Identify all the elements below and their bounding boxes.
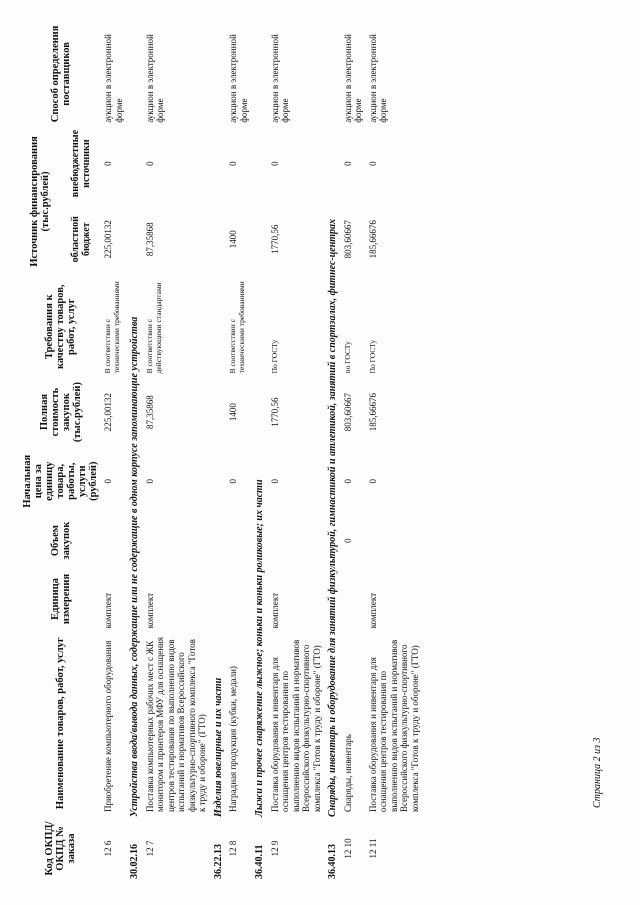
row-quality: по ГОСТу xyxy=(342,341,352,374)
row-total: 1770,56 xyxy=(269,397,280,427)
header-volume: Объем закупок xyxy=(49,521,72,560)
row-funding-extra: 0 xyxy=(144,161,155,166)
section-row xyxy=(126,22,143,882)
header-unit-price: Начальная цена за единицу товара, работы, услуги (рублей) xyxy=(22,454,99,508)
row-code: 12 11 xyxy=(367,838,378,859)
table-row xyxy=(366,22,423,882)
row-code: 12 7 xyxy=(144,840,155,857)
header-name: Наименование товаров, работ, услуг xyxy=(55,637,66,810)
row-funding-regional: 803,60667 xyxy=(342,220,353,259)
row-funding-extra: 0 xyxy=(269,161,280,166)
row-code: 12 8 xyxy=(228,840,238,857)
section-title xyxy=(210,22,227,882)
row-unit xyxy=(226,567,251,632)
row-method: аукцион в электронной форме xyxy=(103,34,124,123)
row-code: 12 9 xyxy=(269,840,280,857)
row-unit: комплект xyxy=(269,592,280,629)
row-total: 225,00132 xyxy=(103,392,113,432)
header-funding-regional: областной бюджет xyxy=(69,216,92,263)
section-title-text: Лыжи и прочее снаряжение лыжное; коньки и коньки роликовые; их части xyxy=(254,479,265,817)
row-funding-regional: 87,35868 xyxy=(144,222,155,257)
section-row xyxy=(251,22,268,882)
rotated-table-container xyxy=(20,12,620,892)
row-funding-regional: 1400 xyxy=(228,230,238,249)
header-funding-extra: внебюджетные источники xyxy=(69,129,92,198)
section-code: 30.02.16 xyxy=(129,844,140,879)
row-funding-regional: 185,66676 xyxy=(367,220,378,259)
row-unit: комплект xyxy=(144,592,155,629)
row-name: Поставка оборудования и инвентаря для оснащения центров тестирования по выполнению видов испытаний и нормативов Всероссийского физкультурно-спортивного комплекса "Готов к труду и обороне" (ГТО) xyxy=(269,639,322,813)
header-funding: Источник финансирования (тыс.рублей) xyxy=(29,136,52,267)
row-method: аукцион в электронной форме xyxy=(269,34,290,123)
row-name: Снаряды, инвентарь xyxy=(342,734,353,813)
header-unit: Единица измерения xyxy=(49,573,72,625)
header-quality: Требования к качеству товаров, работ, услуг xyxy=(44,284,77,369)
section-row xyxy=(324,22,341,882)
table-row xyxy=(341,22,366,882)
table-row xyxy=(226,22,251,882)
row-volume xyxy=(143,515,210,567)
row-unit: комплект xyxy=(367,592,378,629)
row-funding-extra: 0 xyxy=(342,161,353,166)
row-unit-price: 0 xyxy=(367,478,378,484)
section-title xyxy=(251,22,268,882)
row-quality: В соответствии с действующими стандартами xyxy=(144,282,163,374)
row-quality: В соответствии с техническими требованиями xyxy=(228,281,246,374)
row-quality: По ГОСТу xyxy=(367,339,377,374)
row-volume xyxy=(268,515,325,567)
header-method: Способ определения поставщиков xyxy=(49,25,72,123)
row-funding-regional: 225,00132 xyxy=(103,220,113,259)
row-unit: комплект xyxy=(103,592,113,629)
row-funding-regional: 1770,56 xyxy=(269,224,280,254)
row-funding-extra: 0 xyxy=(367,161,378,166)
row-method: аукцион в электронной форме xyxy=(342,34,363,123)
row-volume xyxy=(366,515,423,567)
section-code: 36.40.11 xyxy=(254,844,265,879)
row-method: аукцион в электронной форме xyxy=(367,34,388,123)
section-code: 36.22.13 xyxy=(212,844,224,879)
procurement-table xyxy=(20,22,422,882)
row-quality: В соответствии с техническими требованиями xyxy=(103,281,121,374)
row-total: 803,60667 xyxy=(342,392,353,432)
row-name: Приобретение компьютерного оборудования xyxy=(103,640,113,813)
row-volume xyxy=(101,515,126,567)
row-total: 87,35868 xyxy=(144,395,155,429)
row-funding-extra: 0 xyxy=(103,161,113,166)
row-unit xyxy=(341,567,366,632)
section-row xyxy=(210,22,227,882)
row-unit-price: 0 xyxy=(228,478,238,484)
row-total: 1400 xyxy=(228,403,238,422)
page-number: Страница 2 из 3 xyxy=(592,737,603,808)
row-unit-price: 0 xyxy=(103,478,113,484)
header-total: Полная стоимость закупок (тыс.рублей) xyxy=(38,382,83,443)
row-volume xyxy=(226,515,251,567)
row-funding-extra: 0 xyxy=(228,161,238,166)
row-name: Поставка компьютерных рабочих мест с ЖК монитором и принтеров МФУ для оснащения центров тестирования по выполнению видов испытаний и нормативов Всероссийского физкультурно-спортивного комплекса "Готов к труду и обороне" (ГТО) xyxy=(144,637,207,813)
row-unit-price: 0 xyxy=(144,478,155,484)
section-title-text: Изделия ювелирные и их части xyxy=(212,677,224,817)
row-name: Наградная продукция (кубки, медали) xyxy=(228,666,238,813)
row-method: аукцион в электронной форме xyxy=(144,34,165,123)
row-volume: 0 xyxy=(342,538,353,543)
header-code: Код ОКПД/ ОКПД № заказа xyxy=(44,821,77,876)
table-body xyxy=(101,22,422,882)
row-total: 185,66676 xyxy=(367,392,378,432)
row-unit-price: 0 xyxy=(342,478,353,484)
section-title xyxy=(324,22,341,882)
table-row xyxy=(268,22,325,882)
table-row xyxy=(101,22,126,882)
row-method: аукцион в электронной форме xyxy=(228,34,249,123)
section-title xyxy=(126,22,143,882)
row-unit-price: 0 xyxy=(269,478,280,484)
row-code: 12 6 xyxy=(103,840,113,857)
table-row xyxy=(143,22,210,882)
row-quality: По ГОСТу xyxy=(269,339,279,374)
row-code: 12 10 xyxy=(342,838,353,859)
section-title-text: Устройства ввода/вывода данных, содержащие или не содержащие в одном корпусе запоминающие устройства xyxy=(129,316,140,817)
table-header-row xyxy=(20,22,61,882)
section-code: 36.40.13 xyxy=(327,844,338,879)
row-name: Поставка оборудования и инвентаря для оснащения центров тестирования по выполнению видов испытаний и нормативов Всероссийского физкультурно-спортивного комплекса "Готов к труду и обороне" (ГТО) xyxy=(367,639,420,813)
section-title-text: Снаряды, инвентарь и оборудование для занятий физкультурой, гимнастикой и атлетикой, занятий в спортзалах, фитнес-центрах xyxy=(327,218,338,817)
